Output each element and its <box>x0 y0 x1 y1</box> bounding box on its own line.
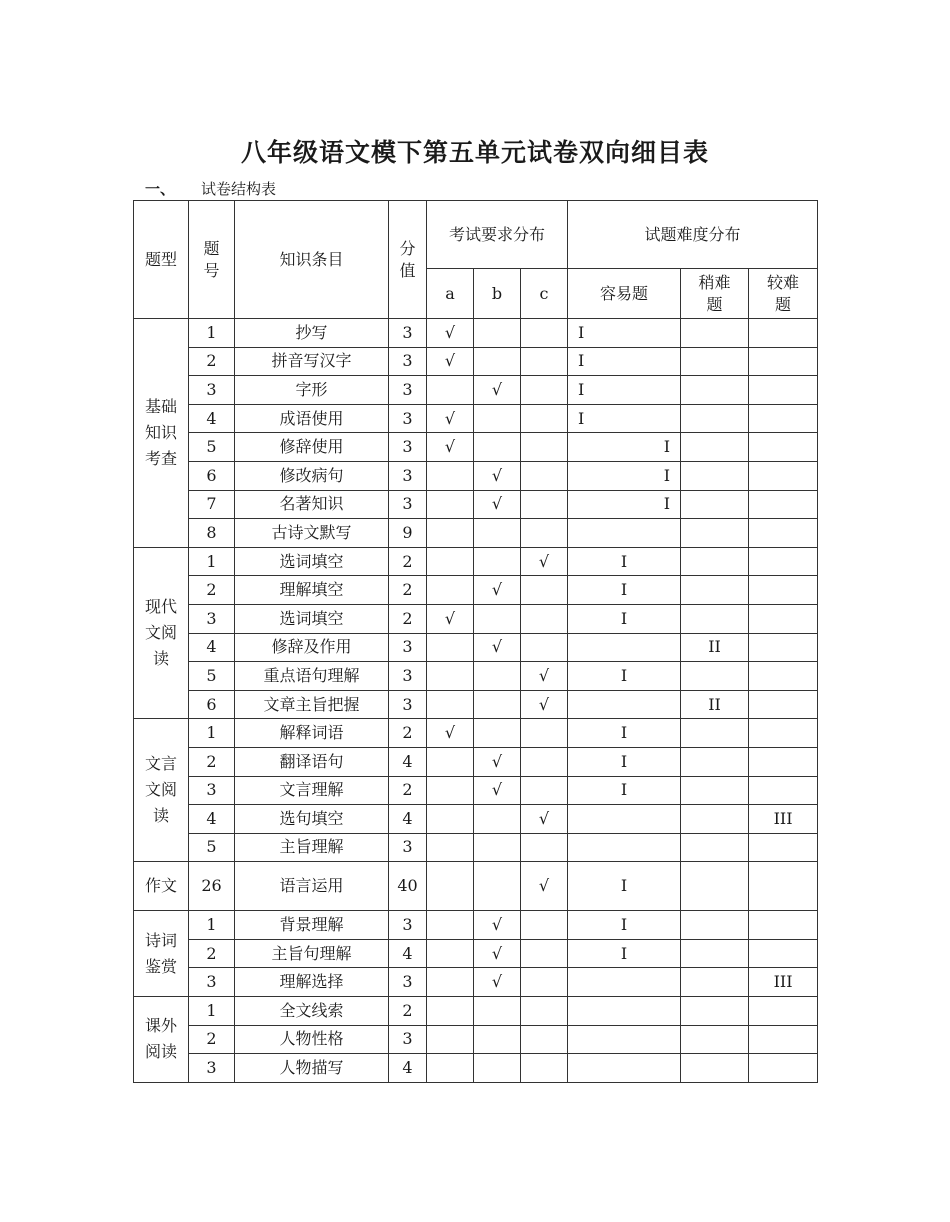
easy-cell: I <box>568 376 681 405</box>
question-number-cell: 2 <box>189 939 235 968</box>
hard-cell <box>749 547 818 576</box>
knowledge-topic-cell: 理解填空 <box>235 576 389 605</box>
table-row <box>134 862 818 911</box>
hard-cell <box>749 747 818 776</box>
score-cell: 2 <box>389 719 427 748</box>
medium-cell <box>681 968 749 997</box>
requirement-a-cell <box>427 805 474 834</box>
header-c: c <box>521 269 568 319</box>
requirement-b-cell: √ <box>474 461 521 490</box>
requirement-a-cell <box>427 833 474 862</box>
requirement-c-cell: √ <box>521 662 568 691</box>
score-cell: 4 <box>389 939 427 968</box>
easy-cell <box>568 1025 681 1054</box>
medium-cell <box>681 347 749 376</box>
medium-cell: II <box>681 690 749 719</box>
requirement-a-cell <box>427 690 474 719</box>
question-type-cell: 基础知识考查 <box>134 319 189 548</box>
requirement-c-cell <box>521 633 568 662</box>
score-cell: 3 <box>389 376 427 405</box>
table-row <box>134 461 818 490</box>
easy-cell: I <box>568 747 681 776</box>
table-row <box>134 347 818 376</box>
hard-cell <box>749 997 818 1026</box>
table-row <box>134 547 818 576</box>
header-num: 题号 <box>189 201 235 319</box>
score-cell: 4 <box>389 1054 427 1083</box>
table-row <box>134 433 818 462</box>
knowledge-topic-cell: 背景理解 <box>235 911 389 940</box>
question-type-cell: 文言文阅读 <box>134 719 189 862</box>
knowledge-topic-cell: 修改病句 <box>235 461 389 490</box>
easy-cell <box>568 997 681 1026</box>
knowledge-topic-cell: 拼音写汉字 <box>235 347 389 376</box>
easy-cell: I <box>568 433 681 462</box>
requirement-b-cell <box>474 347 521 376</box>
table-row <box>134 576 818 605</box>
requirement-a-cell: √ <box>427 719 474 748</box>
hard-cell <box>749 1025 818 1054</box>
medium-cell <box>681 662 749 691</box>
question-number-cell: 2 <box>189 747 235 776</box>
header-requirement-group: 考试要求分布 <box>427 201 568 269</box>
requirement-a-cell <box>427 747 474 776</box>
question-number-cell: 3 <box>189 604 235 633</box>
requirement-c-cell: √ <box>521 805 568 834</box>
score-cell: 3 <box>389 1025 427 1054</box>
header-easy: 容易题 <box>568 269 681 319</box>
header-b: b <box>474 269 521 319</box>
header-difficulty-group: 试题难度分布 <box>568 201 818 269</box>
requirement-a-cell <box>427 968 474 997</box>
medium-cell <box>681 911 749 940</box>
requirement-b-cell <box>474 1054 521 1083</box>
requirement-c-cell <box>521 433 568 462</box>
table-row <box>134 1054 818 1083</box>
medium-cell <box>681 805 749 834</box>
table-row <box>134 939 818 968</box>
detail-table <box>133 200 818 1083</box>
requirement-b-cell <box>474 862 521 911</box>
question-number-cell: 3 <box>189 968 235 997</box>
knowledge-topic-cell: 主旨理解 <box>235 833 389 862</box>
hard-cell: III <box>749 805 818 834</box>
page-title: 八年级语文模下第五单元试卷双向细目表 <box>240 138 709 167</box>
hard-cell <box>749 347 818 376</box>
score-cell: 3 <box>389 833 427 862</box>
requirement-b-cell: √ <box>474 968 521 997</box>
medium-cell <box>681 1025 749 1054</box>
question-number-cell: 5 <box>189 433 235 462</box>
medium-cell <box>681 862 749 911</box>
question-number-cell: 3 <box>189 1054 235 1083</box>
question-number-cell: 1 <box>189 319 235 348</box>
easy-cell: I <box>568 347 681 376</box>
medium-cell <box>681 461 749 490</box>
requirement-b-cell <box>474 805 521 834</box>
score-cell: 4 <box>389 747 427 776</box>
requirement-a-cell: √ <box>427 433 474 462</box>
knowledge-topic-cell: 选词填空 <box>235 604 389 633</box>
requirement-a-cell <box>427 911 474 940</box>
requirement-c-cell <box>521 461 568 490</box>
requirement-c-cell <box>521 319 568 348</box>
requirement-c-cell <box>521 347 568 376</box>
table-row <box>134 490 818 519</box>
table-row <box>134 997 818 1026</box>
easy-cell: I <box>568 776 681 805</box>
table-row <box>134 662 818 691</box>
medium-cell <box>681 1054 749 1083</box>
easy-cell: I <box>568 576 681 605</box>
table-row <box>134 911 818 940</box>
requirement-b-cell: √ <box>474 376 521 405</box>
requirement-a-cell <box>427 862 474 911</box>
requirement-b-cell: √ <box>474 939 521 968</box>
requirement-a-cell <box>427 662 474 691</box>
knowledge-topic-cell: 选词填空 <box>235 547 389 576</box>
header-topic: 知识条目 <box>235 201 389 319</box>
requirement-a-cell <box>427 939 474 968</box>
hard-cell: III <box>749 968 818 997</box>
score-cell: 3 <box>389 319 427 348</box>
hard-cell <box>749 690 818 719</box>
question-number-cell: 2 <box>189 347 235 376</box>
hard-cell <box>749 461 818 490</box>
requirement-b-cell <box>474 690 521 719</box>
question-type-cell: 现代文阅读 <box>134 547 189 719</box>
medium-cell <box>681 519 749 548</box>
knowledge-topic-cell: 全文线索 <box>235 997 389 1026</box>
requirement-c-cell <box>521 1054 568 1083</box>
header-medium: 稍难题 <box>681 269 749 319</box>
knowledge-topic-cell: 翻译语句 <box>235 747 389 776</box>
question-type-cell: 课外阅读 <box>134 997 189 1083</box>
question-number-cell: 2 <box>189 576 235 605</box>
table-row <box>134 747 818 776</box>
hard-cell <box>749 939 818 968</box>
hard-cell <box>749 576 818 605</box>
medium-cell <box>681 376 749 405</box>
requirement-a-cell <box>427 633 474 662</box>
easy-cell <box>568 633 681 662</box>
requirement-c-cell <box>521 911 568 940</box>
hard-cell <box>749 519 818 548</box>
knowledge-topic-cell: 人物性格 <box>235 1025 389 1054</box>
hard-cell <box>749 404 818 433</box>
table-row <box>134 633 818 662</box>
table-row <box>134 833 818 862</box>
hard-cell <box>749 833 818 862</box>
hard-cell <box>749 604 818 633</box>
question-number-cell: 8 <box>189 519 235 548</box>
requirement-a-cell: √ <box>427 604 474 633</box>
score-cell: 2 <box>389 576 427 605</box>
medium-cell <box>681 997 749 1026</box>
easy-cell <box>568 833 681 862</box>
question-number-cell: 5 <box>189 662 235 691</box>
requirement-b-cell <box>474 662 521 691</box>
easy-cell: I <box>568 604 681 633</box>
score-cell: 2 <box>389 997 427 1026</box>
easy-cell: I <box>568 911 681 940</box>
easy-cell <box>568 805 681 834</box>
score-cell: 3 <box>389 490 427 519</box>
easy-cell: I <box>568 862 681 911</box>
easy-cell: I <box>568 719 681 748</box>
requirement-b-cell: √ <box>474 776 521 805</box>
medium-cell <box>681 939 749 968</box>
knowledge-topic-cell: 字形 <box>235 376 389 405</box>
score-cell: 2 <box>389 547 427 576</box>
table-row <box>134 690 818 719</box>
requirement-b-cell: √ <box>474 911 521 940</box>
requirement-a-cell <box>427 461 474 490</box>
medium-cell <box>681 404 749 433</box>
requirement-b-cell <box>474 719 521 748</box>
question-number-cell: 5 <box>189 833 235 862</box>
requirement-c-cell: √ <box>521 547 568 576</box>
requirement-a-cell <box>427 997 474 1026</box>
question-number-cell: 2 <box>189 1025 235 1054</box>
requirement-a-cell <box>427 519 474 548</box>
question-number-cell: 1 <box>189 547 235 576</box>
knowledge-topic-cell: 修辞及作用 <box>235 633 389 662</box>
question-number-cell: 4 <box>189 404 235 433</box>
medium-cell <box>681 319 749 348</box>
requirement-a-cell <box>427 576 474 605</box>
requirement-a-cell <box>427 376 474 405</box>
table-row <box>134 968 818 997</box>
question-number-cell: 26 <box>189 862 235 911</box>
requirement-c-cell <box>521 968 568 997</box>
question-number-cell: 6 <box>189 461 235 490</box>
easy-cell <box>568 1054 681 1083</box>
question-number-cell: 1 <box>189 719 235 748</box>
requirement-c-cell <box>521 376 568 405</box>
easy-cell: I <box>568 319 681 348</box>
hard-cell <box>749 319 818 348</box>
question-number-cell: 4 <box>189 633 235 662</box>
easy-cell: I <box>568 461 681 490</box>
medium-cell <box>681 604 749 633</box>
medium-cell <box>681 719 749 748</box>
hard-cell <box>749 633 818 662</box>
score-cell: 3 <box>389 690 427 719</box>
requirement-c-cell <box>521 747 568 776</box>
knowledge-topic-cell: 语言运用 <box>235 862 389 911</box>
requirement-c-cell <box>521 997 568 1026</box>
requirement-b-cell <box>474 604 521 633</box>
requirement-b-cell <box>474 547 521 576</box>
knowledge-topic-cell: 主旨句理解 <box>235 939 389 968</box>
knowledge-topic-cell: 抄写 <box>235 319 389 348</box>
section-number: 一、 <box>145 180 176 198</box>
easy-cell <box>568 519 681 548</box>
score-cell: 3 <box>389 911 427 940</box>
question-number-cell: 4 <box>189 805 235 834</box>
requirement-c-cell <box>521 939 568 968</box>
knowledge-topic-cell: 文言理解 <box>235 776 389 805</box>
knowledge-topic-cell: 修辞使用 <box>235 433 389 462</box>
requirement-a-cell <box>427 547 474 576</box>
table-row <box>134 1025 818 1054</box>
table-row <box>134 805 818 834</box>
score-cell: 3 <box>389 461 427 490</box>
requirement-c-cell <box>521 490 568 519</box>
question-number-cell: 6 <box>189 690 235 719</box>
score-cell: 3 <box>389 662 427 691</box>
medium-cell <box>681 547 749 576</box>
hard-cell <box>749 719 818 748</box>
score-cell: 2 <box>389 604 427 633</box>
knowledge-topic-cell: 人物描写 <box>235 1054 389 1083</box>
section-label: 试卷结构表 <box>201 180 277 198</box>
requirement-a-cell: √ <box>427 347 474 376</box>
score-cell: 3 <box>389 433 427 462</box>
knowledge-topic-cell: 文章主旨把握 <box>235 690 389 719</box>
requirement-c-cell <box>521 1025 568 1054</box>
question-type-cell: 作文 <box>134 862 189 911</box>
hard-cell <box>749 433 818 462</box>
table-row <box>134 776 818 805</box>
score-cell: 3 <box>389 633 427 662</box>
medium-cell <box>681 776 749 805</box>
requirement-c-cell: √ <box>521 862 568 911</box>
knowledge-topic-cell: 古诗文默写 <box>235 519 389 548</box>
requirement-b-cell <box>474 433 521 462</box>
score-cell: 3 <box>389 404 427 433</box>
medium-cell <box>681 490 749 519</box>
question-type-cell: 诗词鉴赏 <box>134 911 189 997</box>
easy-cell <box>568 690 681 719</box>
score-cell: 4 <box>389 805 427 834</box>
requirement-c-cell <box>521 776 568 805</box>
question-number-cell: 7 <box>189 490 235 519</box>
table-row <box>134 719 818 748</box>
hard-cell <box>749 911 818 940</box>
requirement-a-cell: √ <box>427 404 474 433</box>
medium-cell <box>681 433 749 462</box>
requirement-b-cell: √ <box>474 747 521 776</box>
score-cell: 3 <box>389 968 427 997</box>
requirement-b-cell <box>474 404 521 433</box>
easy-cell: I <box>568 662 681 691</box>
question-number-cell: 1 <box>189 997 235 1026</box>
easy-cell: I <box>568 547 681 576</box>
score-cell: 40 <box>389 862 427 911</box>
requirement-b-cell <box>474 833 521 862</box>
knowledge-topic-cell: 解释词语 <box>235 719 389 748</box>
knowledge-topic-cell: 名著知识 <box>235 490 389 519</box>
requirement-c-cell <box>521 719 568 748</box>
requirement-c-cell: √ <box>521 690 568 719</box>
hard-cell <box>749 662 818 691</box>
requirement-b-cell <box>474 997 521 1026</box>
requirement-a-cell <box>427 490 474 519</box>
hard-cell <box>749 1054 818 1083</box>
knowledge-topic-cell: 理解选择 <box>235 968 389 997</box>
easy-cell <box>568 968 681 997</box>
section-heading <box>145 178 276 199</box>
easy-cell: I <box>568 939 681 968</box>
header-type: 题型 <box>134 201 189 319</box>
hard-cell <box>749 376 818 405</box>
requirement-c-cell <box>521 833 568 862</box>
requirement-a-cell: √ <box>427 319 474 348</box>
requirement-b-cell: √ <box>474 633 521 662</box>
knowledge-topic-cell: 选句填空 <box>235 805 389 834</box>
question-number-cell: 3 <box>189 376 235 405</box>
question-number-cell: 3 <box>189 776 235 805</box>
requirement-b-cell: √ <box>474 490 521 519</box>
table-row <box>134 604 818 633</box>
question-number-cell: 1 <box>189 911 235 940</box>
medium-cell <box>681 747 749 776</box>
table-row <box>134 519 818 548</box>
header-a: a <box>427 269 474 319</box>
requirement-a-cell <box>427 1054 474 1083</box>
hard-cell <box>749 862 818 911</box>
score-cell: 9 <box>389 519 427 548</box>
table-row <box>134 319 818 348</box>
hard-cell <box>749 490 818 519</box>
requirement-c-cell <box>521 604 568 633</box>
requirement-b-cell <box>474 319 521 348</box>
hard-cell <box>749 776 818 805</box>
knowledge-topic-cell: 成语使用 <box>235 404 389 433</box>
requirement-a-cell <box>427 1025 474 1054</box>
medium-cell: II <box>681 633 749 662</box>
requirement-b-cell: √ <box>474 576 521 605</box>
requirement-c-cell <box>521 404 568 433</box>
header-score: 分值 <box>389 201 427 319</box>
requirement-c-cell <box>521 576 568 605</box>
knowledge-topic-cell: 重点语句理解 <box>235 662 389 691</box>
table-row <box>134 376 818 405</box>
requirement-a-cell <box>427 776 474 805</box>
requirement-b-cell <box>474 1025 521 1054</box>
table-body <box>134 319 818 1083</box>
requirement-c-cell <box>521 519 568 548</box>
medium-cell <box>681 833 749 862</box>
requirement-b-cell <box>474 519 521 548</box>
easy-cell: I <box>568 404 681 433</box>
score-cell: 3 <box>389 347 427 376</box>
medium-cell <box>681 576 749 605</box>
easy-cell: I <box>568 490 681 519</box>
score-cell: 2 <box>389 776 427 805</box>
header-hard: 较难题 <box>749 269 818 319</box>
table-row <box>134 404 818 433</box>
